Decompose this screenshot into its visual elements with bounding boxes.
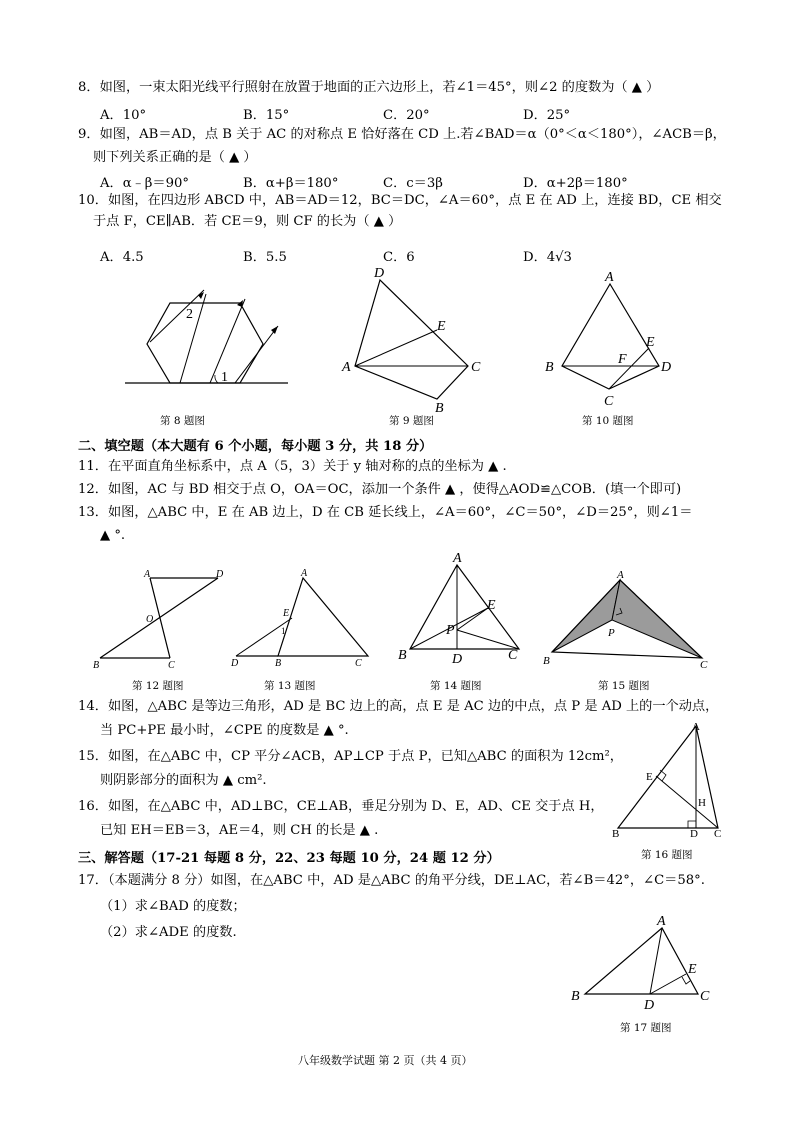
q13-stem-line1: 13．如图，△ABC 中，E 在 AB 边上，D 在 CB 延长线上，∠A＝60°，∠C＝50°，∠D＝25°，则∠1＝	[78, 505, 693, 520]
fig16-label-h: H	[698, 797, 706, 809]
fig14-label-a: A	[453, 551, 462, 566]
q8-option-a: A．10°	[100, 108, 147, 123]
q17-stem: 17．（本题满分 8 分）如图，在△ABC 中，AD 是△ABC 的角平分线，DE⊥AC，若∠B＝42°，∠C＝58°.	[78, 873, 705, 888]
fig13-triangle-diagram	[228, 566, 373, 671]
fig12-label-o: O	[146, 614, 154, 625]
fig12-label-b: B	[93, 660, 100, 671]
q11-stem: 11．在平面直角坐标系中，点 A（5，3）关于 y 轴对称的点的坐标为 ▲ .	[78, 459, 507, 474]
fig14-label-p: P	[446, 623, 455, 638]
fig12-label-c: C	[168, 660, 175, 671]
fig12-label-a: A	[144, 569, 151, 580]
fig14-label-d: D	[452, 652, 463, 667]
fig16-label-d: D	[690, 828, 698, 840]
q8-option-c: C．20°	[383, 108, 430, 123]
q14-stem-line2: 当 PC+PE 最小时，∠CPE 的度数是 ▲ °.	[100, 723, 349, 738]
fig10-quadrilateral-diagram	[545, 268, 680, 413]
fig15-label-p: P	[608, 627, 615, 639]
fig15-label-b: B	[543, 655, 550, 667]
fig13-label-e: E	[283, 608, 290, 619]
fig13-label-c: C	[355, 658, 362, 669]
fig17-caption: 第 17 题图	[620, 1022, 672, 1034]
fig16-label-e: E	[646, 771, 653, 783]
q15-stem-line1: 15．如图，在△ABC 中，CP 平分∠ACB，AP⊥CP 于点 P，已知△ABC 的面积为 12cm²，	[78, 749, 623, 764]
fig14-label-b: B	[398, 648, 407, 663]
q10-option-b: B．5.5	[243, 250, 287, 265]
fig17-label-b: B	[571, 989, 580, 1004]
fig8-caption: 第 8 题图	[160, 415, 205, 427]
fig13-label-d: D	[231, 658, 239, 669]
q8-option-b: B．15°	[243, 108, 290, 123]
fig10-caption: 第 10 题图	[582, 415, 634, 427]
fig10-label-c: C	[604, 394, 614, 409]
q9-option-d: D．α+2β＝180°	[523, 176, 628, 191]
fig10-label-e: E	[646, 335, 655, 350]
q9-stem-line1: 9．如图，AB＝AD，点 B 关于 AC 的对称点 E 恰好落在 CD 上.若∠BAD＝α（0°＜α＜180°），∠ACB＝β，	[78, 127, 726, 142]
q16-stem-line2: 已知 EH＝EB＝3，AE＝4，则 CH 的长是 ▲ .	[100, 823, 379, 838]
fig10-label-b: B	[545, 360, 554, 375]
q9-option-b: B．α+β＝180°	[243, 176, 339, 191]
fig12-label-d: D	[216, 569, 224, 580]
fig16-label-b: B	[612, 828, 620, 840]
q17-part-1: （1）求∠BAD 的度数；	[100, 899, 246, 914]
fig17-label-d: D	[644, 998, 655, 1013]
fig10-label-f: F	[618, 352, 627, 367]
fig9-label-d: D	[374, 266, 385, 281]
q9-stem-line2: 则下列关系正确的是（ ▲ ）	[93, 150, 257, 165]
fig15-caption: 第 15 题图	[598, 680, 650, 692]
section-2-heading: 二、填空题（本大题有 6 个小题，每小题 3 分，共 18 分）	[78, 439, 433, 454]
fig8-label-1: 1	[221, 370, 228, 385]
fig10-label-d: D	[661, 360, 672, 375]
fig17-label-e: E	[688, 962, 697, 977]
fig13-caption: 第 13 题图	[264, 680, 316, 692]
fig12-crossing-lines-diagram	[90, 566, 230, 671]
q10-option-a: A．4.5	[100, 250, 144, 265]
fig14-caption: 第 14 题图	[430, 680, 482, 692]
fig14-equilateral-diagram	[393, 550, 528, 670]
q8-stem: 8．如图，一束太阳光线平行照射在放置于地面的正六边形上，若∠1＝45°，则∠2 的度数为（ ▲ ）	[78, 80, 660, 95]
page-footer: 八年级数学试题 第 2 页（共 4 页）	[298, 1054, 473, 1067]
q8-option-d: D．25°	[523, 108, 571, 123]
q10-option-d: D．4√3	[523, 250, 572, 265]
fig16-label-c: C	[714, 828, 722, 840]
q14-stem-line1: 14．如图，△ABC 是等边三角形，AD 是 BC 边上的高，点 E 是 AC 边的中点，点 P 是 AD 上的一个动点，	[78, 699, 719, 714]
fig17-angle-bisector-diagram	[568, 912, 718, 1017]
fig15-label-c: C	[700, 659, 708, 671]
q10-stem-line1: 10．如图，在四边形 ABCD 中，AB＝AD＝12，BC＝DC，∠A＝60°，点 E 在 AD 上，连接 BD，CE 相交	[78, 193, 722, 208]
q12-stem: 12．如图，AC 与 BD 相交于点 O，OA＝OC，添加一个条件 ▲ ，使得△AOD≌△COB．(填一个即可)	[78, 482, 682, 497]
q10-option-c: C．6	[383, 250, 415, 265]
fig8-label-2: 2	[186, 307, 193, 322]
fig15-shaded-triangle-diagram	[540, 566, 715, 671]
q17-part-2: （2）求∠ADE 的度数.	[100, 925, 237, 940]
fig10-label-a: A	[605, 270, 614, 285]
fig14-label-e: E	[487, 598, 496, 613]
q15-stem-line2: 则阴影部分的面积为 ▲ cm².	[100, 773, 267, 788]
fig17-label-c: C	[700, 989, 710, 1004]
fig9-quadrilateral-diagram	[340, 265, 490, 415]
section-3-heading: 三、解答题（17-21 每题 8 分，22、23 每题 10 分，24 题 12 分）	[78, 851, 500, 866]
fig12-caption: 第 12 题图	[132, 680, 184, 692]
fig13-label-b: B	[275, 658, 282, 669]
fig15-label-a: A	[617, 569, 624, 581]
fig8-hexagon-diagram	[120, 280, 295, 390]
fig14-label-c: C	[508, 648, 518, 663]
fig9-label-b: B	[435, 401, 444, 416]
fig16-label-a: A	[692, 721, 700, 733]
fig13-label-a: A	[301, 568, 308, 579]
q9-option-c: C．c＝3β	[383, 176, 443, 191]
fig16-altitudes-diagram	[610, 718, 730, 848]
fig13-label-1: 1	[281, 626, 286, 636]
q13-stem-line2: ▲ °.	[100, 528, 126, 543]
fig9-label-c: C	[471, 360, 481, 375]
q16-stem-line1: 16．如图，在△ABC 中，AD⊥BC，CE⊥AB，垂足分别为 D、E，AD、CE 交于点 H，	[78, 799, 604, 814]
fig16-caption: 第 16 题图	[641, 849, 693, 861]
q10-stem-line2: 于点 F，CE∥AB．若 CE＝9，则 CF 的长为（ ▲ ）	[93, 214, 402, 229]
fig9-label-a: A	[342, 360, 351, 375]
fig17-label-a: A	[657, 914, 666, 929]
fig9-caption: 第 9 题图	[389, 415, 434, 427]
fig9-label-e: E	[437, 319, 446, 334]
q9-option-a: A．α﹣β＝90°	[100, 176, 189, 191]
